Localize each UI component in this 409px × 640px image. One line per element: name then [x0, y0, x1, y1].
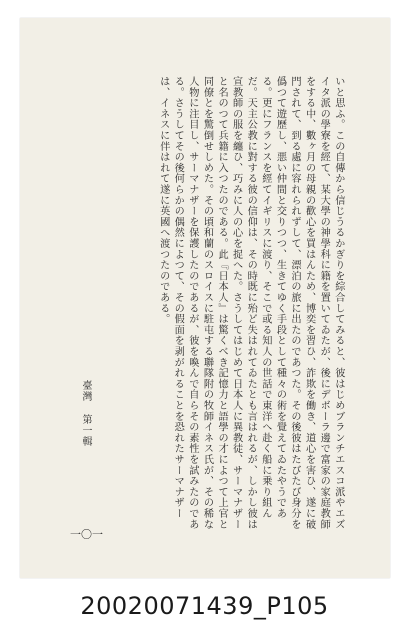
page-number: 一〇一	[70, 528, 103, 541]
body-text-column	[64, 76, 374, 531]
body-paragraph: いと思ふ。この自傳から信じうるかぎりを綜合してみると、彼はじめブランチエスコ派やエズイタ派の學寮を經て、某大學の神學科に籍を置いてゐたが、後にデボーラ邊で富家の家庭教師をする中、數ヶ月の母親の歡心を買はんため、博奕を習ひ、詐欺を働き、道心を害ひ、遂に破門されて、到る處に容れられずして、漂泊の旅に出たのであつた。その後彼はたびたび身分を僞つて遊歷し、悪い仲間と交りつつ、生きてゆく手段として種々の術を覺えてゐたやうである。更にフランスを經てイギリスに渡り、そこで或る知人の世話で東洋へ赴く船に乗り組んだ。天主公教に對する彼の信仰は、その時既に殆ど失はれてゐたとも言はれるが、しかし彼は宣教師の服を纏ひ、巧みに人の心を捉へた。さうしてはじめて日本人に異教徒、サーマナザーと名のつて兵籍に入つたのである。此『日本人』は驚くべき記憶力と語學の才によつて上官と同僚とを驚倒せしめた。その頃和蘭のスロイスに駐屯する聯隊附の牧師イネス氏が、その稀な人物に注目し、サーマナザーを保護したのであるが、彼を喚んで自らその素性を試みたのである。さうしてその後何らかの偶然によつて、その假面を剥がれることを恐れたサーマナザーは、イネスに伴はれて遂に英國へ渡つたのである。	[157, 76, 344, 530]
running-head: 臺灣 第一輯	[80, 380, 91, 447]
image-caption: 20020071439_P105	[80, 592, 329, 620]
book-page	[20, 18, 390, 578]
